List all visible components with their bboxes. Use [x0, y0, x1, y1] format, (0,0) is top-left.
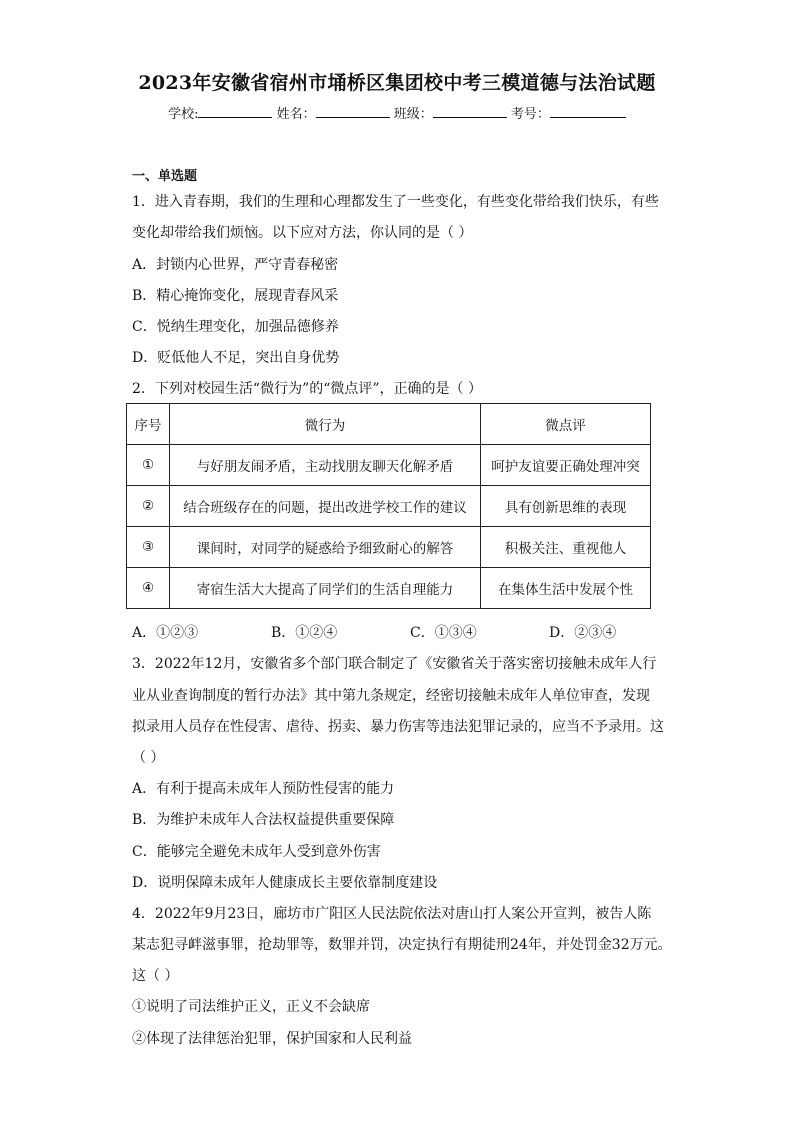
q2-stem: 2．下列对校园生活“微行为”的“微点评”，正确的是（ ） — [132, 381, 482, 397]
header-behavior: 微行为 — [170, 404, 481, 445]
q3-stem-line4: （ ） — [132, 750, 165, 766]
row-comment: 具有创新思维的表现 — [481, 486, 651, 527]
q3-option-d: D．说明保障未成年人健康成长主要依靠制度建设 — [132, 875, 438, 891]
table-header-row — [127, 404, 651, 445]
q2-option-b: B．①②④ — [271, 625, 338, 641]
row-comment: 积极关注、重视他人 — [481, 527, 651, 568]
row-index: ③ — [127, 527, 170, 568]
q3-option-a: A．有利于提高未成年人预防性侵害的能力 — [132, 781, 395, 797]
row-index: ① — [127, 445, 170, 486]
q3-stem-line1: 3．2022年12月，安徽省多个部门联合制定了《安徽省关于落实密切接触未成年人行 — [132, 656, 657, 672]
q4-stem-line3: 这（ ） — [132, 968, 179, 984]
row-behavior: 与好朋友闹矛盾，主动找朋友聊天化解矛盾 — [170, 445, 481, 486]
name-label: 姓名： — [276, 107, 316, 122]
q4-item-2: ②体现了法律惩治犯罪，保护国家和人民利益 — [132, 1031, 412, 1047]
page-title: 2023年安徽省宿州市埇桥区集团校中考三模道德与法治试题 — [138, 72, 656, 94]
q1-stem-line2: 变化却带给我们烦恼。以下应对方法，你认同的是（ ） — [132, 225, 473, 241]
table-row — [127, 445, 651, 486]
q2-option-a: A．①②③ — [132, 625, 199, 641]
q2-option-c: C．①③④ — [410, 625, 477, 641]
q1-option-c: C．悦纳生理变化，加强品德修养 — [132, 319, 339, 335]
name-blank[interactable] — [316, 105, 390, 118]
q1-option-d: D．贬低他人不足，突出自身优势 — [132, 350, 340, 366]
table-row — [127, 486, 651, 527]
row-index: ④ — [127, 568, 170, 609]
q2-option-d: D．②③④ — [549, 625, 617, 641]
header-comment: 微点评 — [481, 404, 651, 445]
row-comment: 在集体生活中发展个性 — [481, 568, 651, 609]
header-index: 序号 — [127, 404, 170, 445]
exam-no-blank[interactable] — [550, 105, 626, 118]
q3-option-c: C．能够完全避免未成年人受到意外伤害 — [132, 844, 381, 860]
section-title: 一、单选题 — [132, 169, 198, 184]
school-label: 学校: — [168, 107, 199, 122]
q4-item-1: ①说明了司法维护正义，正义不会缺席 — [132, 999, 370, 1015]
q3-stem-line3: 拟录用人员存在性侵害、虐待、拐卖、暴力伤害等违法犯罪记录的，应当不予录用。这 — [132, 719, 664, 735]
q4-stem-line1: 4．2022年9月23日，廊坊市广阳区人民法院依法对唐山打人案公开宣判，被告人陈 — [132, 906, 652, 922]
q3-option-b: B．为维护未成年人合法权益提供重要保障 — [132, 812, 395, 828]
row-behavior: 课间时，对同学的疑惑给予细致耐心的解答 — [170, 527, 481, 568]
q1-stem-line1: 1．进入青春期，我们的生理和心理都发生了一些变化，有些变化带给我们快乐，有些 — [132, 194, 659, 210]
q1-option-a: A．封锁内心世界，严守青春秘密 — [132, 257, 339, 273]
row-behavior: 寄宿生活大大提高了同学们的生活自理能力 — [170, 568, 481, 609]
class-blank[interactable] — [433, 105, 507, 118]
school-blank[interactable] — [198, 105, 272, 118]
table-row — [127, 527, 651, 568]
row-comment: 呵护友谊要正确处理冲突 — [481, 445, 651, 486]
class-label: 班级： — [393, 107, 433, 122]
exam-no-label: 考号： — [510, 107, 550, 122]
q3-stem-line2: 业从业查询制度的暂行办法》其中第九条规定，经密切接触未成年人单位审查，发现 — [132, 688, 650, 704]
q1-option-b: B．精心掩饰变化，展现青春风采 — [132, 288, 339, 304]
q4-stem-line2: 某志犯寻衅滋事罪，抢劫罪等，数罪并罚，决定执行有期徒刑24年，并处罚金32万元。 — [132, 937, 672, 953]
q2-table — [126, 403, 651, 609]
student-info-line — [0, 103, 794, 122]
table-row — [127, 568, 651, 609]
row-index: ② — [127, 486, 170, 527]
row-behavior: 结合班级存在的问题，提出改进学校工作的建议 — [170, 486, 481, 527]
